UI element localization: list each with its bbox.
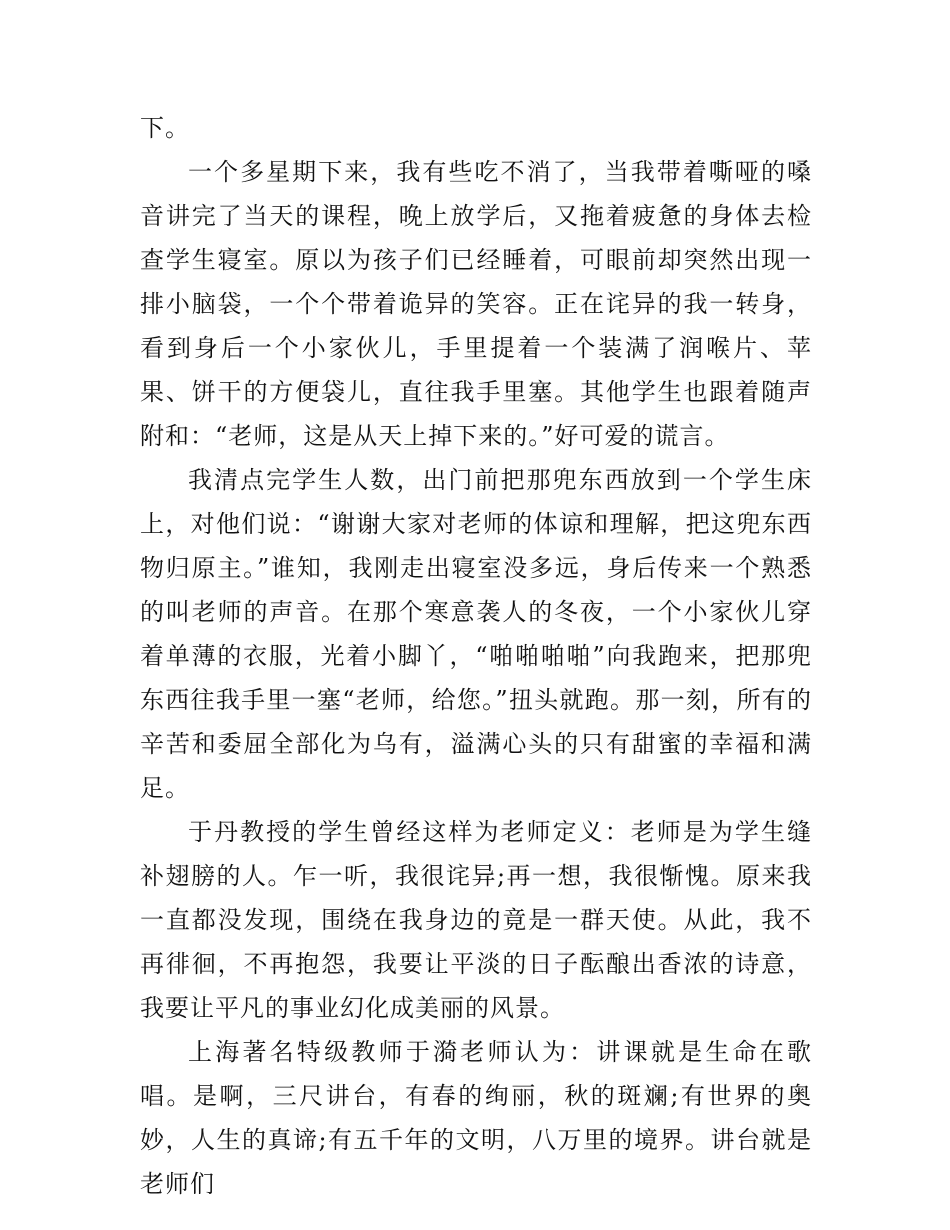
paragraph-yu-yi: 上海著名特级教师于漪老师认为：讲课就是生命在歌唱。是啊，三尺讲台，有春的绚丽，秋的斑斓;有世界的奥妙，人生的真谛;有五千年的文明，八万里的境界。讲台就是老师们 [140,1038,812,1198]
document-body [140,106,812,1206]
paragraph-yu-dan: 于丹教授的学生曾经这样为老师定义：老师是为学生缝补翅膀的人。乍一听，我很诧异;再一想，我很惭愧。原来我一直都没发现，围绕在我身边的竟是一群天使。从此，我不再徘徊，不再抱怨，我要让平淡的日子酝酿出香浓的诗意，我要让平凡的事业幻化成美丽的风景。 [140,818,812,1022]
paragraph-continuation: 下。 [140,114,190,142]
paragraph-sore-throat: 一个多星期下来，我有些吃不消了，当我带着嘶哑的嗓音讲完了当天的课程，晚上放学后，又拖着疲惫的身体去检查学生寝室。原以为孩子们已经睡着，可眼前却突然出现一排小脑袋，一个个带着诡异的笑容。正在诧异的我一转身，看到身后一个小家伙儿，手里提着一个装满了润喉片、苹果、饼干的方便袋儿，直往我手里塞。其他学生也跟着随声附和：“老师，这是从天上掉下来的。”好可爱的谎言。 [140,158,812,450]
paragraph-winter-night: 我清点完学生人数，出门前把那兜东西放到一个学生床上，对他们说：“谢谢大家对老师的体谅和理解，把这兜东西物归原主。”谁知，我刚走出寝室没多远，身后传来一个熟悉的叫老师的声音。在那个寒意袭人的冬夜，一个小家伙儿穿着单薄的衣服，光着小脚丫，“啪啪啪啪”向我跑来，把那兜东西往我手里一塞“老师，给您。”扭头就跑。那一刻，所有的辛苦和委屈全部化为乌有，溢满心头的只有甜蜜的幸福和满足。 [140,466,812,802]
